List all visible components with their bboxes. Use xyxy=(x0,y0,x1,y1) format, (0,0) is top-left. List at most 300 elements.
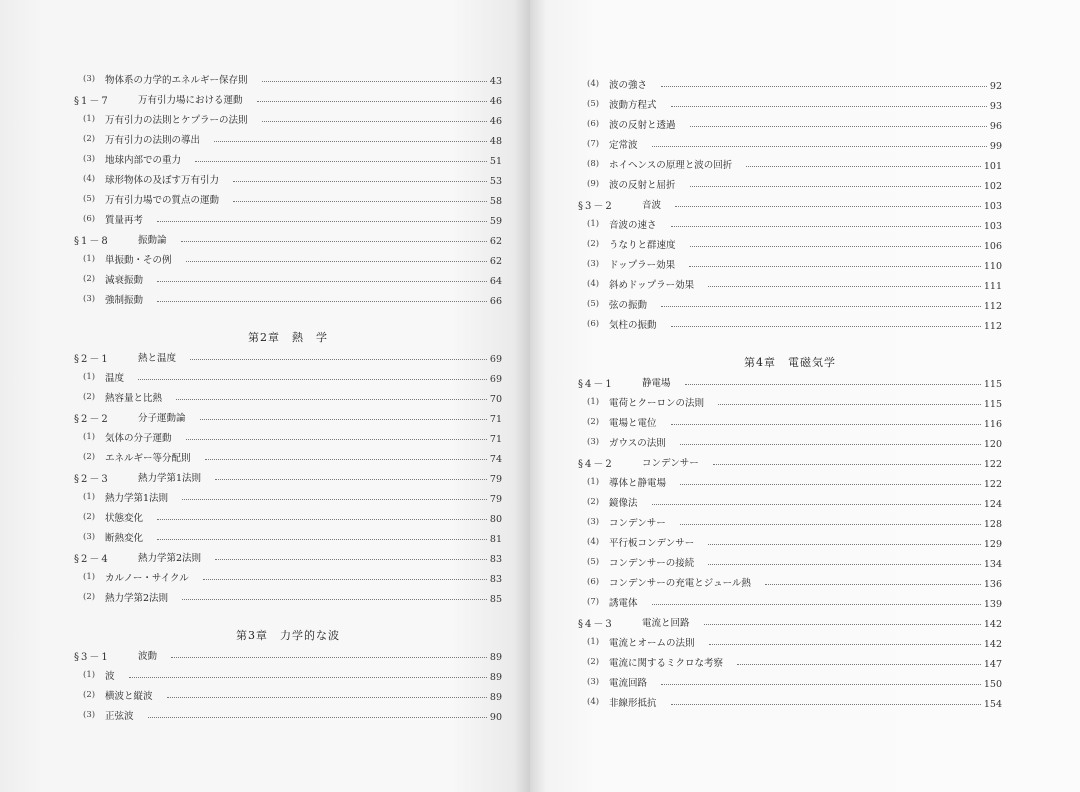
entry-title: 質量再考 xyxy=(105,215,144,226)
toc-subsection-entry xyxy=(578,154,1002,174)
entry-number: (2) xyxy=(587,657,600,667)
dot-leader xyxy=(661,684,981,685)
dot-leader xyxy=(680,444,981,445)
entry-title: 万有引力の法則とケプラーの法則 xyxy=(105,115,248,126)
entry-page-number: 101 xyxy=(983,160,1002,172)
entry-number: (1) xyxy=(587,637,600,647)
entry-number: (1) xyxy=(587,219,600,229)
dot-leader xyxy=(257,101,487,102)
toc-subsection-entry xyxy=(74,249,502,269)
dot-leader xyxy=(157,539,487,540)
toc-subsection-entry xyxy=(578,532,1002,552)
toc-subsection-entry xyxy=(74,567,502,587)
toc-subsection-entry xyxy=(74,665,502,685)
entry-page-number: 142 xyxy=(983,638,1002,650)
entry-number: (2) xyxy=(587,417,600,427)
entry-number: §4－1 xyxy=(578,378,614,390)
toc-subsection-entry xyxy=(578,572,1002,592)
entry-page-number: 66 xyxy=(489,295,502,307)
toc-subsection-entry xyxy=(74,209,502,229)
toc-section-entry xyxy=(578,452,1002,472)
entry-title: 強制振動 xyxy=(105,295,144,306)
entry-title: 減衰振動 xyxy=(105,275,144,286)
dot-leader xyxy=(233,181,487,182)
entry-title: 単振動・その例 xyxy=(105,255,172,266)
dot-leader xyxy=(171,657,487,658)
entry-title: ドップラー効果 xyxy=(609,260,676,271)
toc-section-entry xyxy=(74,407,502,427)
toc-subsection-entry xyxy=(578,652,1002,672)
entry-page-number: 122 xyxy=(983,478,1002,490)
entry-title: 電荷とクーロンの法則 xyxy=(609,398,705,409)
entry-title: 導体と静電場 xyxy=(609,478,667,489)
toc-subsection-entry xyxy=(74,149,502,169)
entry-page-number: 116 xyxy=(983,418,1002,430)
entry-page-number: 147 xyxy=(983,658,1002,670)
chapter-heading: 第2章 熱 学 xyxy=(248,331,328,344)
entry-page-number: 142 xyxy=(983,618,1002,630)
dot-leader xyxy=(737,664,981,665)
dot-leader xyxy=(157,221,487,222)
dot-leader xyxy=(215,559,487,560)
dot-leader xyxy=(157,281,487,282)
entry-title: 状態変化 xyxy=(105,513,144,524)
entry-page-number: 115 xyxy=(983,378,1002,390)
entry-page-number: 43 xyxy=(489,75,502,87)
entry-number: (6) xyxy=(587,319,600,329)
entry-page-number: 102 xyxy=(983,180,1002,192)
toc-subsection-entry xyxy=(578,632,1002,652)
entry-title: 電流と回路 xyxy=(642,618,690,629)
entry-number: (4) xyxy=(587,279,600,289)
entry-title: 波動 xyxy=(138,651,158,662)
entry-number: (2) xyxy=(83,690,96,700)
toc-section-entry xyxy=(74,645,502,665)
entry-page-number: 106 xyxy=(983,240,1002,252)
entry-page-number: 112 xyxy=(983,300,1002,312)
entry-number: (2) xyxy=(83,392,96,402)
dot-leader xyxy=(182,499,487,500)
dot-leader xyxy=(746,166,981,167)
entry-number: (2) xyxy=(83,592,96,602)
entry-number: (5) xyxy=(587,557,600,567)
entry-number: (1) xyxy=(587,397,600,407)
entry-page-number: 53 xyxy=(489,175,502,187)
entry-title: 電流とオームの法則 xyxy=(609,638,695,649)
dot-leader xyxy=(675,206,981,207)
entry-title: 電場と電位 xyxy=(609,418,657,429)
entry-number: (1) xyxy=(83,572,96,582)
toc-section-entry xyxy=(74,229,502,249)
dot-leader xyxy=(680,524,981,525)
entry-page-number: 129 xyxy=(983,538,1002,550)
toc-subsection-entry xyxy=(578,74,1002,94)
entry-page-number: 134 xyxy=(983,558,1002,570)
entry-page-number: 99 xyxy=(989,140,1002,152)
entry-title: 分子運動論 xyxy=(138,413,186,424)
dot-leader xyxy=(713,464,981,465)
dot-leader xyxy=(661,306,981,307)
toc-subsection-entry xyxy=(578,432,1002,452)
toc-subsection-entry xyxy=(578,134,1002,154)
toc-section-entry xyxy=(74,467,502,487)
toc-subsection-entry xyxy=(578,472,1002,492)
entry-number: §3－1 xyxy=(74,651,110,663)
entry-title: 気柱の振動 xyxy=(609,320,657,331)
entry-title: 熱力学第1法則 xyxy=(105,493,169,504)
entry-number: (1) xyxy=(83,254,96,264)
entry-number: §1－8 xyxy=(74,235,110,247)
dot-leader xyxy=(214,141,487,142)
entry-page-number: 111 xyxy=(983,280,1002,292)
toc-subsection-entry xyxy=(74,587,502,607)
dot-leader xyxy=(167,697,487,698)
entry-page-number: 69 xyxy=(489,353,502,365)
entry-number: (4) xyxy=(587,79,600,89)
toc-list-right xyxy=(578,74,1002,712)
entry-title: 熱容量と比熱 xyxy=(105,393,163,404)
dot-leader xyxy=(671,106,987,107)
toc-subsection-entry xyxy=(74,487,502,507)
entry-number: (1) xyxy=(83,372,96,382)
entry-title: 定常波 xyxy=(609,140,638,151)
dot-leader xyxy=(652,504,981,505)
entry-page-number: 89 xyxy=(489,691,502,703)
entry-number: §2－4 xyxy=(74,553,110,565)
entry-number: (7) xyxy=(587,139,600,149)
toc-subsection-entry xyxy=(74,685,502,705)
entry-title: 波の強さ xyxy=(609,80,648,91)
toc-subsection-entry xyxy=(578,274,1002,294)
entry-title: コンデンサー xyxy=(609,518,666,529)
toc-subsection-entry xyxy=(578,392,1002,412)
entry-number: (2) xyxy=(83,512,96,522)
entry-page-number: 71 xyxy=(489,413,502,425)
entry-title: 波の反射と屈折 xyxy=(609,180,676,191)
dot-leader xyxy=(671,226,981,227)
entry-number: §4－3 xyxy=(578,618,614,630)
dot-leader xyxy=(652,146,987,147)
dot-leader xyxy=(690,126,987,127)
entry-number: §1－7 xyxy=(74,95,110,107)
dot-leader xyxy=(709,644,981,645)
toc-subsection-entry xyxy=(74,289,502,309)
dot-leader xyxy=(661,86,987,87)
entry-title: 波 xyxy=(105,671,115,682)
entry-number: (9) xyxy=(587,179,600,189)
entry-number: (3) xyxy=(83,74,96,84)
entry-page-number: 128 xyxy=(983,518,1002,530)
entry-number: (3) xyxy=(83,710,96,720)
entry-title: 音波 xyxy=(642,200,662,211)
dot-leader xyxy=(190,359,487,360)
entry-page-number: 90 xyxy=(489,711,502,723)
toc-section-entry xyxy=(578,194,1002,214)
entry-title: 気体の分子運動 xyxy=(105,433,172,444)
right-page xyxy=(530,0,1080,792)
entry-title: 波の反射と透過 xyxy=(609,120,676,131)
entry-title: 熱と温度 xyxy=(138,353,177,364)
entry-page-number: 74 xyxy=(489,453,502,465)
toc-subsection-entry xyxy=(74,189,502,209)
dot-leader xyxy=(708,286,981,287)
dot-leader xyxy=(671,326,981,327)
entry-number: (4) xyxy=(587,537,600,547)
entry-title: 物体系の力学的エネルギー保存則 xyxy=(105,75,248,86)
entry-title: 断熱変化 xyxy=(105,533,144,544)
entry-number: §2－1 xyxy=(74,353,110,365)
entry-number: (3) xyxy=(587,517,600,527)
entry-number: §2－2 xyxy=(74,413,110,425)
entry-number: (1) xyxy=(83,432,96,442)
entry-title: 平行板コンデンサー xyxy=(609,538,695,549)
entry-page-number: 139 xyxy=(983,598,1002,610)
entry-page-number: 89 xyxy=(489,671,502,683)
entry-title: コンデンサーの接続 xyxy=(609,558,695,569)
dot-leader xyxy=(138,379,487,380)
entry-page-number: 93 xyxy=(989,100,1002,112)
entry-title: 熱力学第2法則 xyxy=(138,553,202,564)
dot-leader xyxy=(233,201,487,202)
entry-page-number: 64 xyxy=(489,275,502,287)
entry-title: 地球内部での重力 xyxy=(105,155,182,166)
toc-subsection-entry xyxy=(578,254,1002,274)
dot-leader xyxy=(685,384,981,385)
entry-number: (4) xyxy=(83,174,96,184)
entry-number: §3－2 xyxy=(578,200,614,212)
dot-leader xyxy=(186,439,487,440)
toc-subsection-entry xyxy=(578,174,1002,194)
toc-subsection-entry xyxy=(578,294,1002,314)
entry-number: (4) xyxy=(587,697,600,707)
dot-leader xyxy=(215,479,487,480)
entry-page-number: 120 xyxy=(983,438,1002,450)
dot-leader xyxy=(176,399,487,400)
toc-subsection-entry xyxy=(578,512,1002,532)
entry-page-number: 92 xyxy=(989,80,1002,92)
toc-subsection-entry xyxy=(578,234,1002,254)
entry-number: (2) xyxy=(83,274,96,284)
toc-list-left xyxy=(74,69,502,725)
toc-subsection-entry xyxy=(74,387,502,407)
left-page xyxy=(0,0,530,792)
dot-leader xyxy=(195,161,487,162)
entry-title: 万有引力の法則の導出 xyxy=(105,135,201,146)
dot-leader xyxy=(129,677,487,678)
entry-number: (2) xyxy=(587,239,600,249)
entry-number: §2－3 xyxy=(74,473,110,485)
entry-title: 熱力学第2法則 xyxy=(105,593,169,604)
dot-leader xyxy=(182,599,487,600)
entry-page-number: 51 xyxy=(489,155,502,167)
entry-page-number: 62 xyxy=(489,255,502,267)
entry-title: 斜めドップラー効果 xyxy=(609,280,695,291)
dot-leader xyxy=(690,246,981,247)
entry-page-number: 122 xyxy=(983,458,1002,470)
toc-section-entry xyxy=(74,547,502,567)
entry-title: 音波の速さ xyxy=(609,220,657,231)
entry-title: コンデンサーの充電とジュール熱 xyxy=(609,578,751,589)
entry-page-number: 81 xyxy=(489,533,502,545)
toc-subsection-entry xyxy=(74,507,502,527)
toc-subsection-entry xyxy=(74,269,502,289)
toc-subsection-entry xyxy=(578,592,1002,612)
toc-subsection-entry xyxy=(74,427,502,447)
entry-number: (3) xyxy=(587,437,600,447)
entry-title: 球形物体の及ぼす万有引力 xyxy=(105,175,220,186)
toc-subsection-entry xyxy=(578,672,1002,692)
entry-number: (6) xyxy=(83,214,96,224)
entry-number: (8) xyxy=(587,159,600,169)
toc-subsection-entry xyxy=(74,129,502,149)
dot-leader xyxy=(205,459,487,460)
entry-number: (5) xyxy=(587,299,600,309)
toc-subsection-entry xyxy=(74,447,502,467)
toc-subsection-entry xyxy=(74,705,502,725)
entry-number: (2) xyxy=(83,452,96,462)
entry-number: (3) xyxy=(83,154,96,164)
entry-title: 横波と縦波 xyxy=(105,691,153,702)
entry-page-number: 79 xyxy=(489,493,502,505)
entry-title: うなりと群速度 xyxy=(609,240,676,251)
entry-title: 万有引力場における運動 xyxy=(138,95,243,106)
toc-section-entry xyxy=(74,347,502,367)
entry-title: ホイヘンスの原理と波の回折 xyxy=(609,160,733,171)
entry-page-number: 154 xyxy=(983,698,1002,710)
toc-subsection-entry xyxy=(578,114,1002,134)
toc-subsection-entry xyxy=(578,314,1002,334)
entry-number: (3) xyxy=(83,294,96,304)
entry-page-number: 83 xyxy=(489,573,502,585)
entry-page-number: 103 xyxy=(983,200,1002,212)
entry-page-number: 48 xyxy=(489,135,502,147)
dot-leader xyxy=(690,186,981,187)
entry-number: §4－2 xyxy=(578,458,614,470)
dot-leader xyxy=(262,81,487,82)
entry-title: 電流回路 xyxy=(609,678,648,689)
toc-subsection-entry xyxy=(578,94,1002,114)
toc-subsection-entry xyxy=(578,552,1002,572)
entry-page-number: 124 xyxy=(983,498,1002,510)
entry-page-number: 110 xyxy=(983,260,1002,272)
entry-page-number: 79 xyxy=(489,473,502,485)
entry-number: (1) xyxy=(83,492,96,502)
dot-leader xyxy=(157,519,487,520)
entry-title: 弦の振動 xyxy=(609,300,648,311)
toc-subsection-entry xyxy=(578,412,1002,432)
entry-number: (3) xyxy=(83,532,96,542)
toc-subsection-entry xyxy=(578,214,1002,234)
entry-page-number: 46 xyxy=(489,95,502,107)
toc-subsection-entry xyxy=(578,492,1002,512)
entry-number: (2) xyxy=(587,497,600,507)
entry-number: (7) xyxy=(587,597,600,607)
dot-leader xyxy=(765,584,981,585)
dot-leader xyxy=(186,261,487,262)
toc-subsection-entry xyxy=(578,692,1002,712)
entry-title: 万有引力場での質点の運動 xyxy=(105,195,220,206)
entry-page-number: 80 xyxy=(489,513,502,525)
dot-leader xyxy=(262,121,487,122)
entry-title: 鏡像法 xyxy=(609,498,638,509)
dot-leader xyxy=(689,266,981,267)
dot-leader xyxy=(680,484,981,485)
dot-leader xyxy=(148,717,487,718)
entry-page-number: 96 xyxy=(989,120,1002,132)
dot-leader xyxy=(704,624,981,625)
entry-number: (1) xyxy=(83,114,96,124)
entry-title: 温度 xyxy=(105,373,125,384)
entry-title: 波動方程式 xyxy=(609,100,657,111)
entry-page-number: 62 xyxy=(489,235,502,247)
toc-subsection-entry xyxy=(74,109,502,129)
entry-page-number: 112 xyxy=(983,320,1002,332)
entry-title: 非線形抵抗 xyxy=(609,698,657,709)
entry-page-number: 83 xyxy=(489,553,502,565)
dot-leader xyxy=(652,604,981,605)
dot-leader xyxy=(200,419,487,420)
toc-subsection-entry xyxy=(74,169,502,189)
entry-number: (1) xyxy=(83,670,96,680)
entry-page-number: 150 xyxy=(983,678,1002,690)
entry-title: 誘電体 xyxy=(609,598,638,609)
dot-leader xyxy=(203,579,487,580)
dot-leader xyxy=(718,404,981,405)
entry-page-number: 89 xyxy=(489,651,502,663)
entry-title: ガウスの法則 xyxy=(609,438,666,449)
entry-number: (3) xyxy=(587,259,600,269)
entry-title: 静電場 xyxy=(642,378,671,389)
entry-page-number: 59 xyxy=(489,215,502,227)
entry-page-number: 115 xyxy=(983,398,1002,410)
entry-number: (6) xyxy=(587,119,600,129)
entry-title: 振動論 xyxy=(138,235,167,246)
toc-section-entry xyxy=(578,612,1002,632)
toc-section-entry xyxy=(74,89,502,109)
dot-leader xyxy=(157,301,487,302)
toc-section-entry xyxy=(578,372,1002,392)
toc-subsection-entry xyxy=(74,367,502,387)
dot-leader xyxy=(671,424,981,425)
toc-subsection-entry xyxy=(74,69,502,89)
entry-page-number: 58 xyxy=(489,195,502,207)
dot-leader xyxy=(181,241,487,242)
entry-number: (2) xyxy=(83,134,96,144)
entry-number: (5) xyxy=(587,99,600,109)
entry-title: 熱力学第1法則 xyxy=(138,473,202,484)
dot-leader xyxy=(708,564,981,565)
entry-number: (3) xyxy=(587,677,600,687)
dot-leader xyxy=(671,704,981,705)
entry-title: カルノー・サイクル xyxy=(105,573,189,584)
entry-page-number: 46 xyxy=(489,115,502,127)
chapter-heading: 第3章 力学的な波 xyxy=(236,629,340,642)
dot-leader xyxy=(708,544,981,545)
entry-page-number: 70 xyxy=(489,393,502,405)
entry-page-number: 103 xyxy=(983,220,1002,232)
entry-title: エネルギー等分配則 xyxy=(105,453,191,464)
entry-number: (5) xyxy=(83,194,96,204)
toc-subsection-entry xyxy=(74,527,502,547)
entry-title: コンデンサー xyxy=(642,458,699,469)
entry-page-number: 85 xyxy=(489,593,502,605)
entry-page-number: 136 xyxy=(983,578,1002,590)
entry-number: (1) xyxy=(587,477,600,487)
chapter-heading: 第4章 電磁気学 xyxy=(744,356,836,369)
entry-title: 電流に関するミクロな考察 xyxy=(609,658,724,669)
entry-page-number: 71 xyxy=(489,433,502,445)
entry-page-number: 69 xyxy=(489,373,502,385)
